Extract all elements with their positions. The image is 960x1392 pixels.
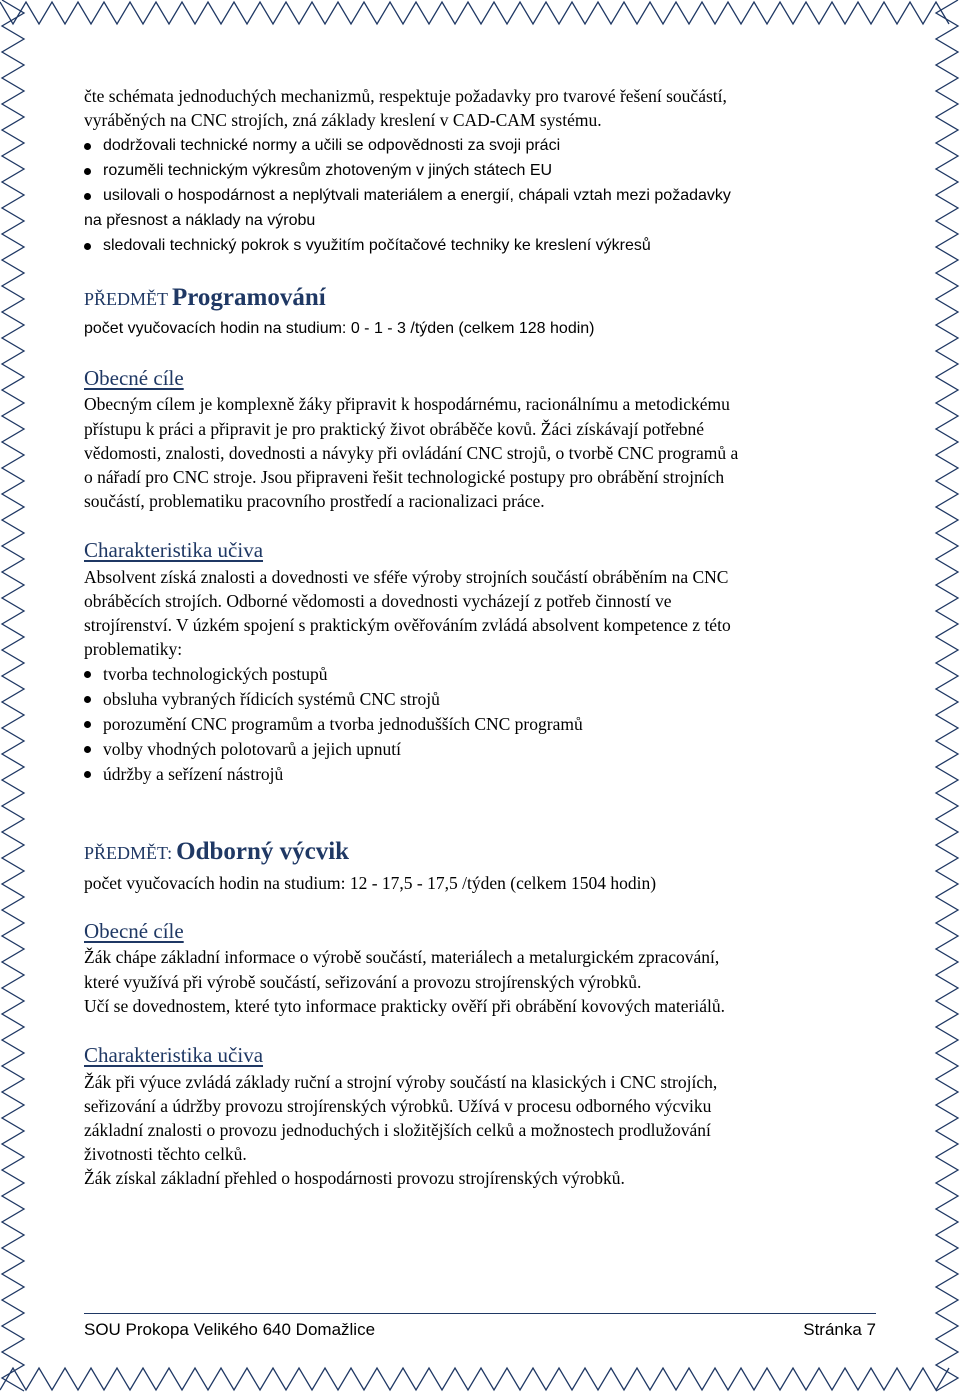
text-line: přístupu k práci a připravit je pro praktický život obráběče kovů. Žáci získávají potřebné [84, 419, 705, 439]
characteristics-heading: Charakteristika učiva [84, 538, 264, 562]
text-line: vyráběných na CNC strojích, zná základy kreslení v CAD-CAM systému. [84, 110, 602, 130]
text-line: o nářadí pro CNC stroje. Jsou připraveni řešit technologické postupy pro obrábění strojních [84, 467, 725, 487]
text-line: Žák chápe základní informace o výrobě součástí, materiálech a metalurgickém zpracování, [84, 947, 720, 967]
bullet-dot [84, 143, 91, 150]
footer-divider [84, 1313, 876, 1314]
text-line: čte schémata jednoduchých mechanizmů, respektuje požadavky pro tvarové řešení součástí, [84, 86, 727, 106]
subject-title-programovani [84, 284, 326, 312]
subject-label: PŘEDMĚT [84, 289, 169, 309]
text-line: vědomosti, znalosti, dovednosti a návyky při ovládání CNC strojů, o tvorbě CNC programů a [84, 443, 739, 463]
bullet-item: údržby a seřízení nástrojů [103, 764, 284, 784]
text-line: Absolvent získá znalosti a dovednosti ve sféře výroby strojních součástí obráběním na CNC [84, 567, 729, 587]
bullet-item: obsluha vybraných řídicích systémů CNC strojů [103, 689, 440, 709]
hours-line: počet vyučovacích hodin na studium: 12 - 17,5 - 17,5 /týden (celkem 1504 hodin) [84, 873, 657, 893]
text-line: základní znalosti o provozu jednoduchých i složitějších celků a možnostech prodlužování [84, 1120, 711, 1140]
goals-heading: Obecné cíle [84, 366, 184, 390]
bullet-dot [84, 771, 91, 778]
hours-line: počet vyučovacích hodin na studium: 0 - 1 - 3 /týden (celkem 128 hodin) [84, 320, 595, 337]
text-line: problematiky: [84, 639, 183, 659]
text-line: Žák získal základní přehled o hospodárnosti provozu strojírenských výrobků. [84, 1168, 625, 1188]
text-line: seřizování a údržby provozu strojírenských výrobků. Užívá v procesu odborného výcviku [84, 1096, 712, 1116]
text-line: životnosti těchto celků. [84, 1144, 247, 1164]
text-line: Žák při výuce zvládá základy ruční a strojní výroby součástí na klasických i CNC strojích, [84, 1072, 718, 1092]
bullet-dot [84, 193, 91, 200]
subject-name: Programování [172, 284, 326, 311]
bullet-item: tvorba technologických postupů [103, 664, 328, 684]
characteristics-heading: Charakteristika učiva [84, 1043, 264, 1067]
bullet-item: usilovali o hospodárnost a neplýtvali materiálem a energií, chápali vztah mezi požadavky [103, 187, 731, 204]
bullet-dot [84, 168, 91, 175]
bullet-dot [84, 696, 91, 703]
footer-page-number: Stránka 7 [803, 1320, 876, 1339]
bullet-dot [84, 721, 91, 728]
goals-heading: Obecné cíle [84, 919, 184, 943]
text-line: které využívá při výrobě součástí, seřizování a provozu strojírenských výrobků. [84, 972, 642, 992]
bullet-item: volby vhodných polotovarů a jejich upnutí [103, 739, 401, 759]
bullet-item: sledovali technický pokrok s využitím počítačové techniky ke kreslení výkresů [103, 237, 651, 254]
subject-name: Odborný výcvik [176, 838, 350, 865]
text-line: obráběcích strojích. Odborné vědomosti a dovednosti vycházejí z potřeb činností ve [84, 591, 672, 611]
bullet-dot [84, 243, 91, 250]
bullet-item: rozuměli technickým výkresům zhotoveným v jiných státech EU [103, 162, 553, 179]
bullet-item-continuation: na přesnost a náklady na výrobu [84, 212, 316, 229]
text-line: strojírenství. V úzkém spojení s praktickým ověřováním zvládá absolvent kompetence z této [84, 615, 731, 635]
bullet-dot [84, 671, 91, 678]
text-line: součástí, problematiku pracovního prostředí a racionalizaci práce. [84, 491, 545, 511]
text-line: Učí se dovednostem, které tyto informace prakticky ověří při obrábění kovových materiálů. [84, 996, 725, 1016]
text-line: Obecným cílem je komplexně žáky připravit k hospodárnému, racionálnímu a metodickému [84, 394, 730, 414]
bullet-item: porozumění CNC programům a tvorba jednodušších CNC programů [103, 714, 583, 734]
document-page [84, 0, 884, 1392]
bullet-item: dodržovali technické normy a učili se odpovědnosti za svoji práci [103, 137, 561, 154]
footer-school: SOU Prokopa Velikého 640 Domažlice [84, 1320, 376, 1339]
bullet-dot [84, 746, 91, 753]
subject-title-odborny-vycvik [84, 838, 349, 866]
subject-label: PŘEDMĚT: [84, 843, 173, 863]
